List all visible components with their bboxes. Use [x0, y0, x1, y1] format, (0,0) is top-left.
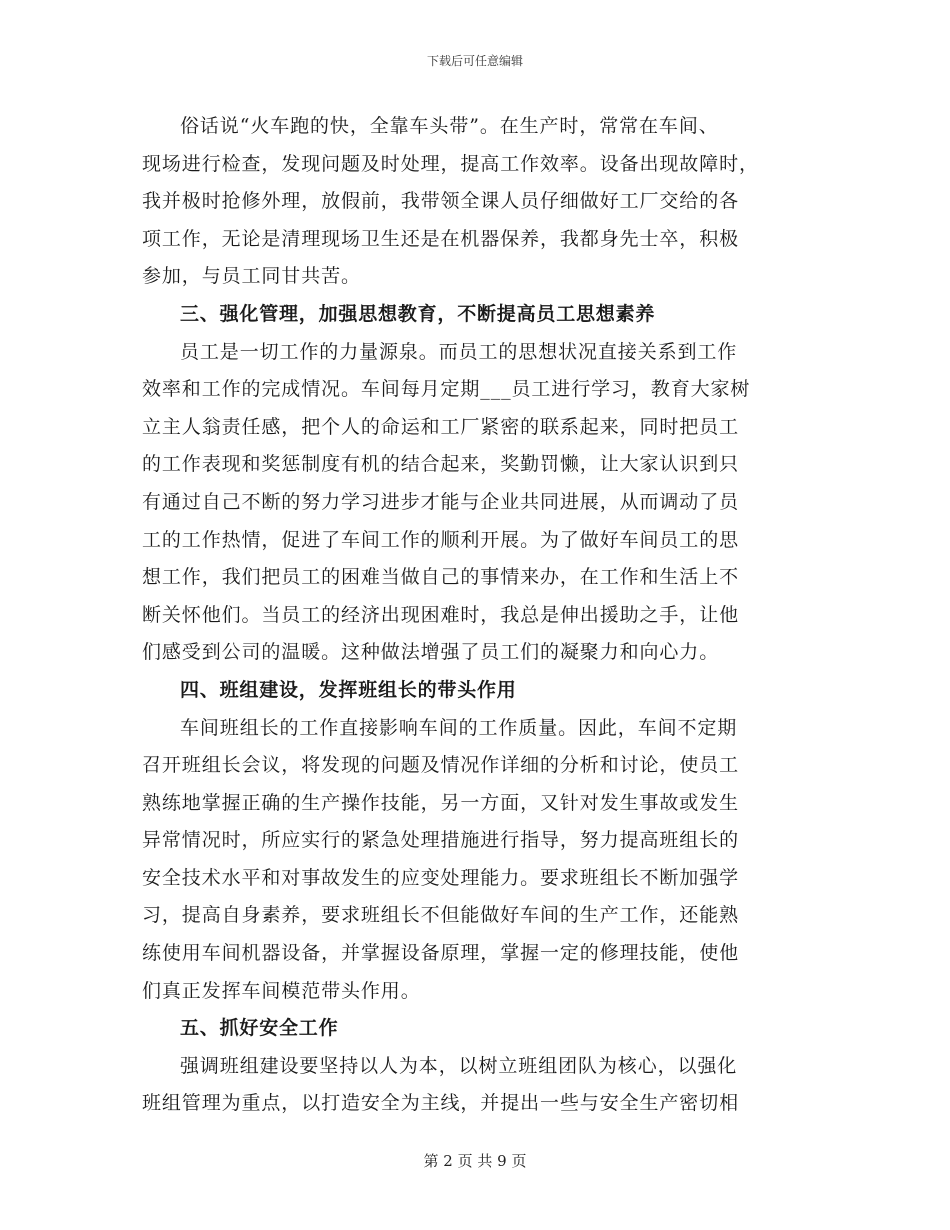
- text-line: 想工作，我们把员工的困难当做自己的事情来办，在工作和生活上不: [142, 566, 740, 589]
- text-line: 有通过自己不断的努力学习进步才能与企业共同进展，从而调动了员: [142, 490, 740, 513]
- text-line: 安全技术水平和对事故发生的应变处理能力。要求班组长不断加强学: [142, 866, 740, 889]
- section-heading-3: 三、强化管理，加强思想教育，不断提高员工思想素养: [180, 302, 656, 325]
- text-line: 召开班组长会议，将发现的问题及情况作详细的分析和讨论，使员工: [142, 754, 740, 777]
- text-line: 熟练地掌握正确的生产操作技能，另一方面，又针对发生事故或发生: [142, 791, 740, 814]
- text-line: 异常情况时，所应实行的紧急处理措施进行指导，努力提高班组长的: [142, 829, 740, 852]
- section-heading-5: 五、抓好安全工作: [180, 1017, 339, 1040]
- text-line: 项工作，无论是清理现场卫生还是在机器保养，我都身先士卒，积极: [142, 227, 740, 250]
- text-line: 立主人翁责任感，把个人的命运和工厂紧密的联系起来，同时把员工: [142, 415, 740, 438]
- text-line: 的工作表现和奖惩制度有机的结合起来，奖勤罚懒，让大家认识到只: [142, 453, 740, 476]
- paragraph-safety: [142, 1048, 802, 1123]
- paragraph-leadership: [142, 108, 802, 296]
- text-line: 班组管理为重点，以打造安全为主线，并提出一些与安全生产密切相: [142, 1092, 740, 1115]
- text-line: 断关怀他们。当员工的经济出现困难时，我总是伸出援助之手，让他: [142, 603, 740, 626]
- text-line: 我并极时抢修外理，放假前，我带领全课人员仔细做好工厂交给的各: [142, 190, 740, 213]
- text-line: 车间班组长的工作直接影响车间的工作质量。因此，车间不定期: [180, 716, 738, 739]
- text-line: 员工是一切工作的力量源泉。而员工的思想状况直接关系到工作: [180, 340, 738, 363]
- paragraph-ideology-education: [142, 334, 802, 672]
- text-line: 效率和工作的完成情况。车间每月定期___员工进行学习，教育大家树: [142, 378, 751, 401]
- text-line: 工的工作热情，促进了车间工作的顺利开展。为了做好车间员工的思: [142, 528, 740, 551]
- text-line: 强调班组建设要坚持以人为本，以树立班组团队为核心，以强化: [180, 1054, 738, 1077]
- text-line: 参加，与员工同甘共苦。: [142, 265, 361, 288]
- section-heading-4: 四、班组建设，发挥班组长的带头作用: [180, 678, 517, 701]
- document-body: [142, 108, 802, 1123]
- text-line: 习，提高自身素养，要求班组长不但能做好车间的生产工作，还能熟: [142, 904, 740, 927]
- text-line: 现场进行检查，发现问题及时处理，提高工作效率。设备出现故障时，: [142, 152, 759, 175]
- paragraph-team-leader: [142, 710, 802, 1011]
- text-line: 们感受到公司的温暖。这种做法增强了员工们的凝聚力和向心力。: [142, 641, 720, 664]
- page-header: 下载后可任意编辑: [426, 54, 523, 68]
- page-footer: 第 2 页 共 9 页: [423, 1152, 527, 1170]
- text-line: 练使用车间机器设备，并掌握设备原理，掌握一定的修理技能，使他: [142, 942, 740, 965]
- text-line: 俗话说“火车跑的快，全靠车头带”。在生产时，常常在车间、: [180, 115, 719, 137]
- text-line: 们真正发挥车间模范带头作用。: [142, 979, 421, 1002]
